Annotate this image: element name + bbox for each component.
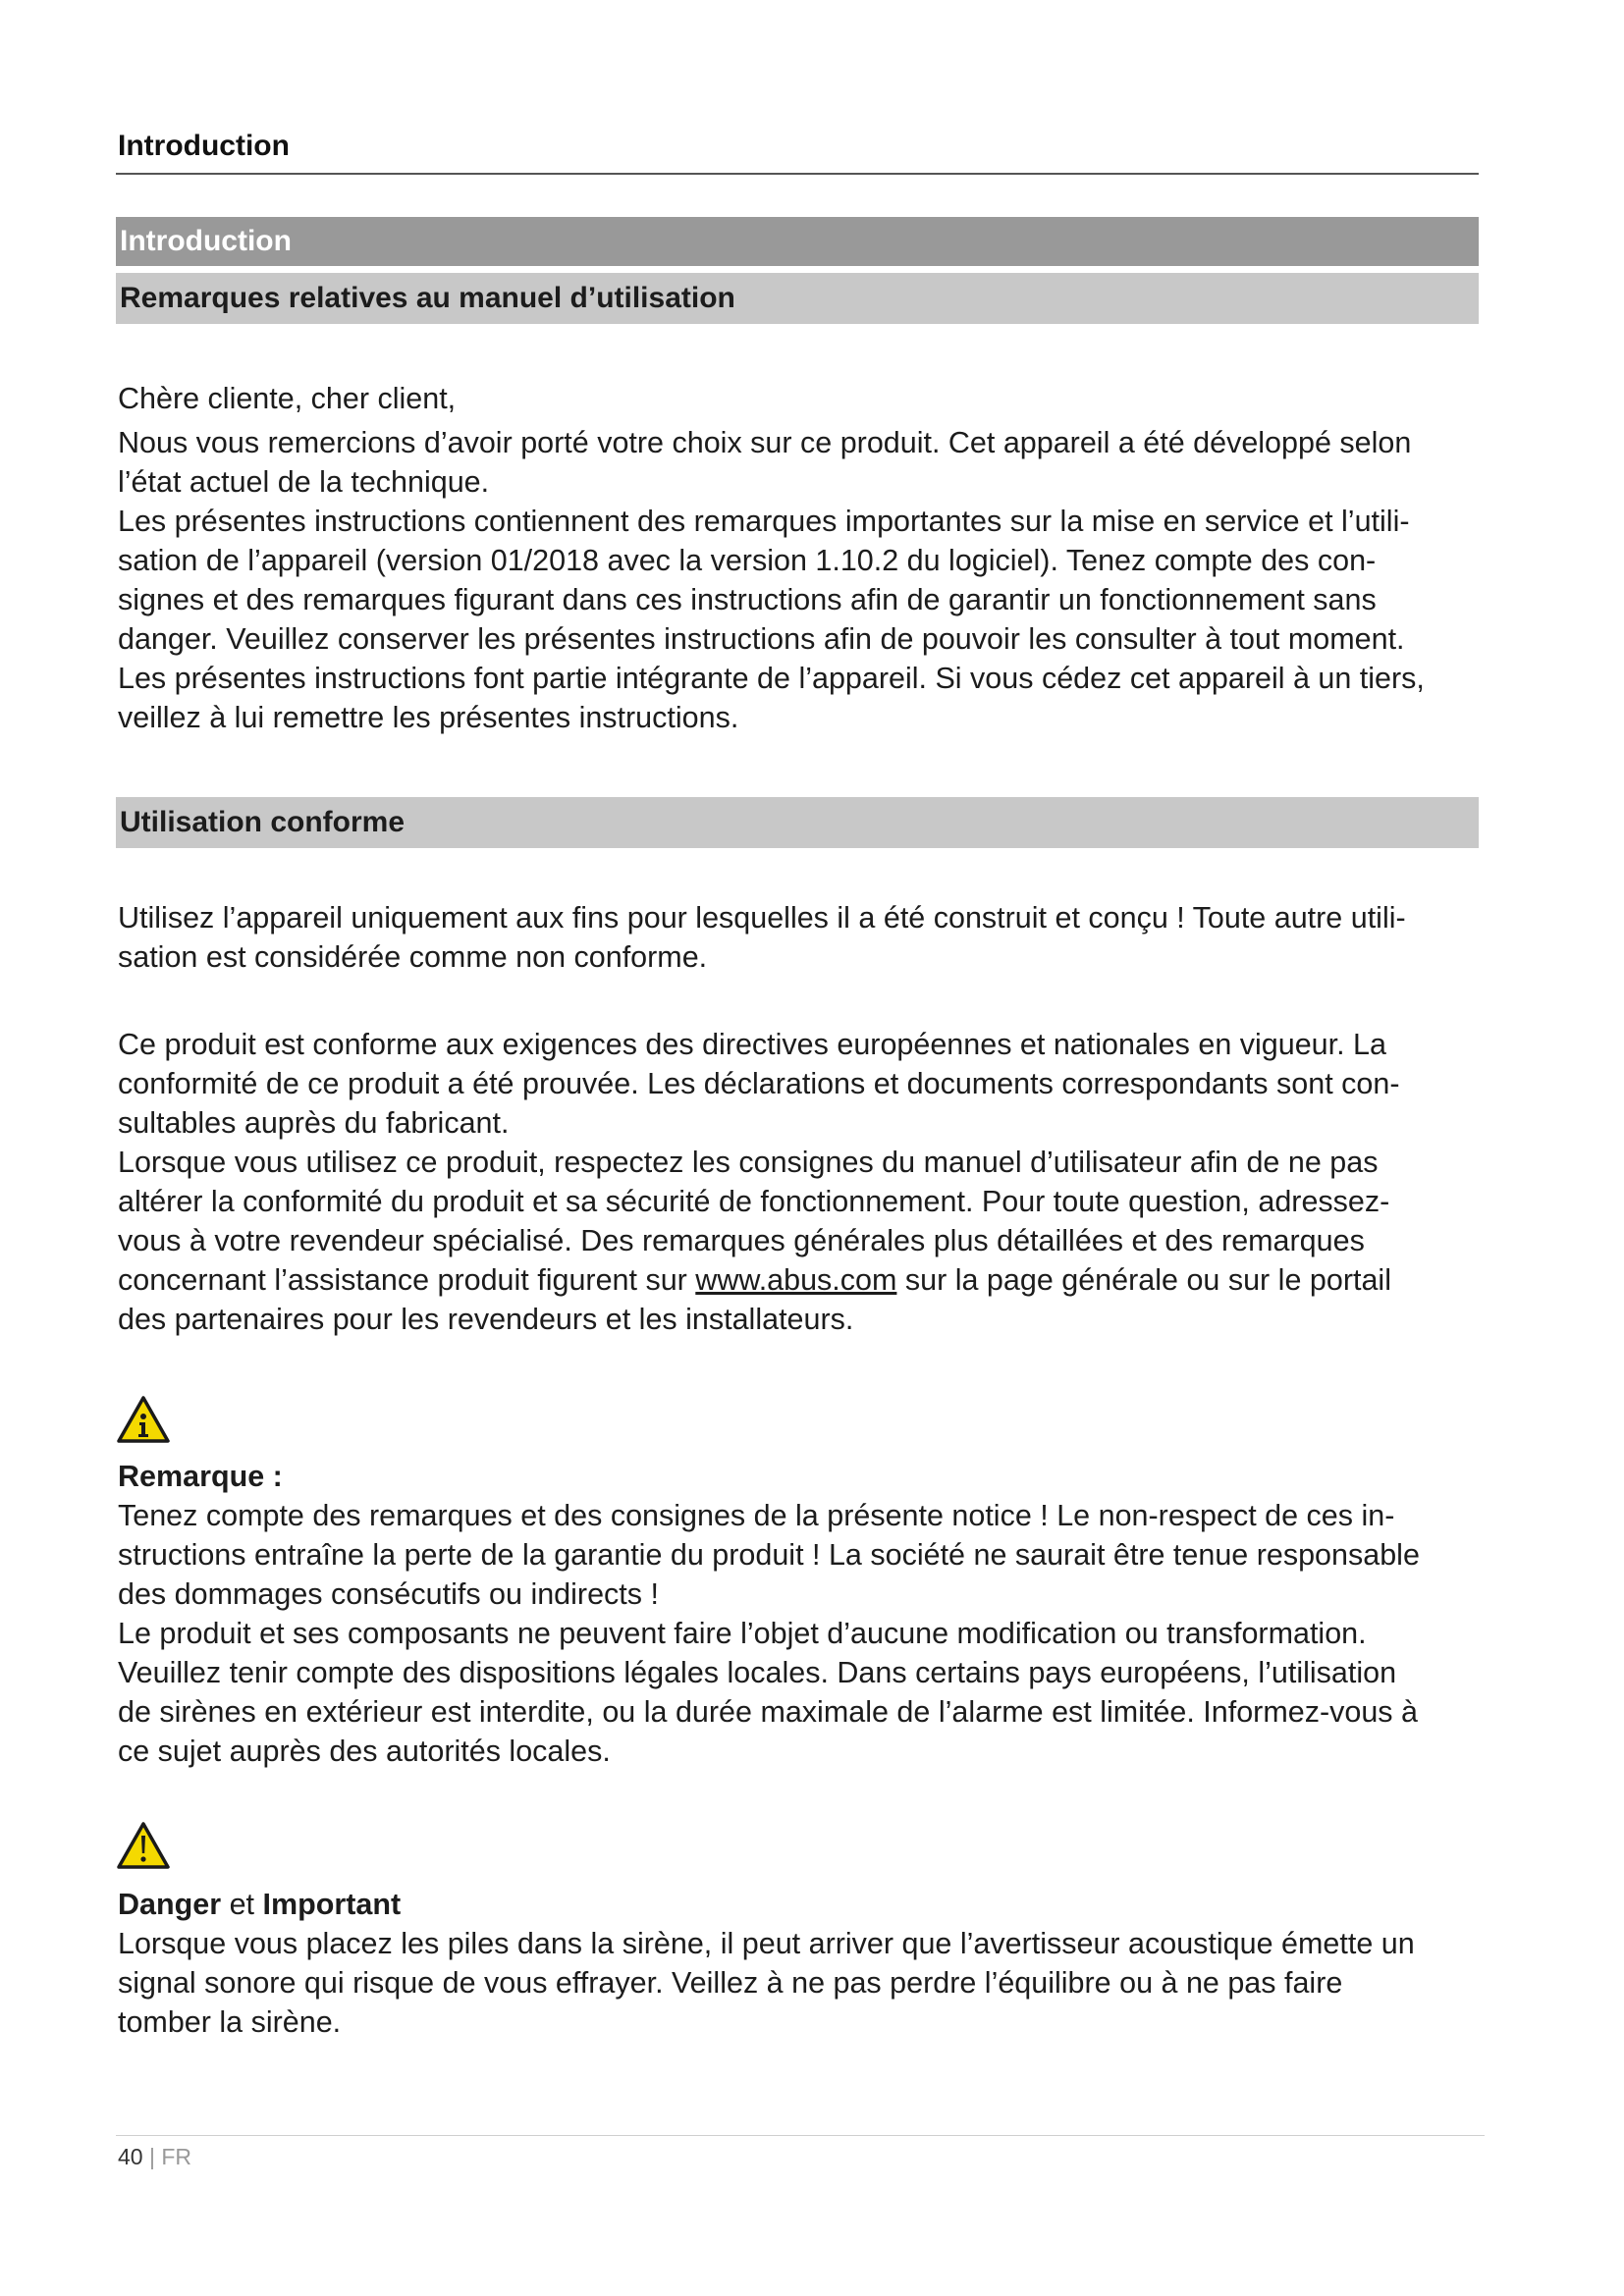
greeting-line: Chère cliente, cher client, xyxy=(118,382,457,415)
conformity-line: Ce produit est conforme aux exigences des directives européennes et nationales en vigueur. La xyxy=(118,1028,1386,1061)
abus-website-link[interactable]: www.abus.com xyxy=(695,1263,897,1297)
note-title: Remarque : xyxy=(118,1460,283,1493)
footer-separator: | xyxy=(148,2144,155,2169)
danger-title-connector: et xyxy=(221,1888,263,1921)
page-footer xyxy=(118,2142,191,2171)
conformity-line: conformité de ce produit a été prouvée. Les déclarations et documents correspondants sont con- xyxy=(118,1067,1400,1100)
language-code: FR xyxy=(161,2144,192,2169)
intro-line: veillez à lui remettre les présentes instructions. xyxy=(118,701,739,734)
note-line: ce sujet auprès des autorités locales. xyxy=(118,1735,611,1768)
greeting-paragraph xyxy=(118,379,1483,418)
conformity-line: vous à votre revendeur spécialisé. Des remarques générales plus détaillées et des remarques xyxy=(118,1224,1365,1257)
chapter-title-band: Introduction xyxy=(116,217,1479,266)
conformity-paragraph xyxy=(118,1025,1483,1339)
danger-title xyxy=(118,1885,1483,1924)
intro-line: Nous vous remercions d’avoir porté votre choix sur ce produit. Cet appareil a été développé selon xyxy=(118,426,1412,459)
note-line: Tenez compte des remarques et des consignes de la présente notice ! Le non-respect de ces in- xyxy=(118,1499,1395,1532)
note-line: de sirènes en extérieur est interdite, ou la durée maximale de l’alarme est limitée. Informez-vous à xyxy=(118,1695,1418,1729)
usage-line: sation est considérée comme non conforme. xyxy=(118,940,708,974)
info-warning-icon xyxy=(116,1395,171,1444)
intro-line: signes et des remarques figurant dans ces instructions afin de garantir un fonctionnement sans xyxy=(118,583,1377,616)
page-number: 40 xyxy=(118,2144,143,2169)
note-paragraph xyxy=(118,1457,1483,1771)
conformity-line: sultables auprès du fabricant. xyxy=(118,1106,510,1140)
danger-line: Lorsque vous placez les piles dans la sirène, il peut arriver que l’avertisseur acoustique émette un xyxy=(118,1927,1415,1960)
usage-paragraph xyxy=(118,898,1483,977)
note-line: Veuillez tenir compte des dispositions légales locales. Dans certains pays européens, l’utilisation xyxy=(118,1656,1397,1689)
section-title-notes: Remarques relatives au manuel d’utilisation xyxy=(116,273,1479,324)
intro-line: danger. Veuillez conserver les présentes instructions afin de pouvoir les consulter à tout moment. xyxy=(118,622,1405,656)
note-line: Le produit et ses composants ne peuvent faire l’objet d’aucune modification ou transformation. xyxy=(118,1617,1367,1650)
usage-line: Utilisez l’appareil uniquement aux fins pour lesquelles il a été construit et conçu ! Toute autre utili- xyxy=(118,901,1406,934)
section-title-usage: Utilisation conforme xyxy=(116,797,1479,848)
danger-line: tomber la sirène. xyxy=(118,2005,342,2039)
running-header-title: Introduction xyxy=(118,130,290,162)
conformity-link-before: concernant l’assistance produit figurent sur xyxy=(118,1263,696,1297)
intro-line: sation de l’appareil (version 01/2018 avec la version 1.10.2 du logiciel). Tenez compte des con- xyxy=(118,544,1377,577)
footer-divider xyxy=(116,2135,1485,2136)
important-title-word: Important xyxy=(262,1888,402,1921)
conformity-line: altérer la conformité du produit et sa sécurité de fonctionnement. Pour toute question, adressez- xyxy=(118,1185,1390,1218)
danger-paragraph xyxy=(118,1885,1483,2042)
intro-line: Les présentes instructions font partie intégrante de l’appareil. Si vous cédez cet appareil à un tiers, xyxy=(118,662,1425,695)
conformity-line: Lorsque vous utilisez ce produit, respectez les consignes du manuel d’utilisateur afin de ne pas xyxy=(118,1146,1379,1179)
running-header xyxy=(116,126,1479,175)
intro-line: l’état actuel de la technique. xyxy=(118,465,490,499)
intro-paragraph xyxy=(118,423,1483,737)
intro-line: Les présentes instructions contiennent des remarques importantes sur la mise en service et l’utili- xyxy=(118,505,1410,538)
note-line: structions entraîne la perte de la garantie du produit ! La société ne saurait être tenue responsable xyxy=(118,1538,1420,1572)
note-line: des dommages consécutifs ou indirects ! xyxy=(118,1577,659,1611)
danger-title-word: Danger xyxy=(118,1888,222,1921)
conformity-line: des partenaires pour les revendeurs et les installateurs. xyxy=(118,1303,854,1336)
danger-line: signal sonore qui risque de vous effrayer. Veillez à ne pas perdre l’équilibre ou à ne pas faire xyxy=(118,1966,1343,2000)
danger-warning-icon xyxy=(116,1821,171,1870)
conformity-link-after: sur la page générale ou sur le portail xyxy=(896,1263,1391,1297)
conformity-link-line xyxy=(118,1260,1483,1300)
